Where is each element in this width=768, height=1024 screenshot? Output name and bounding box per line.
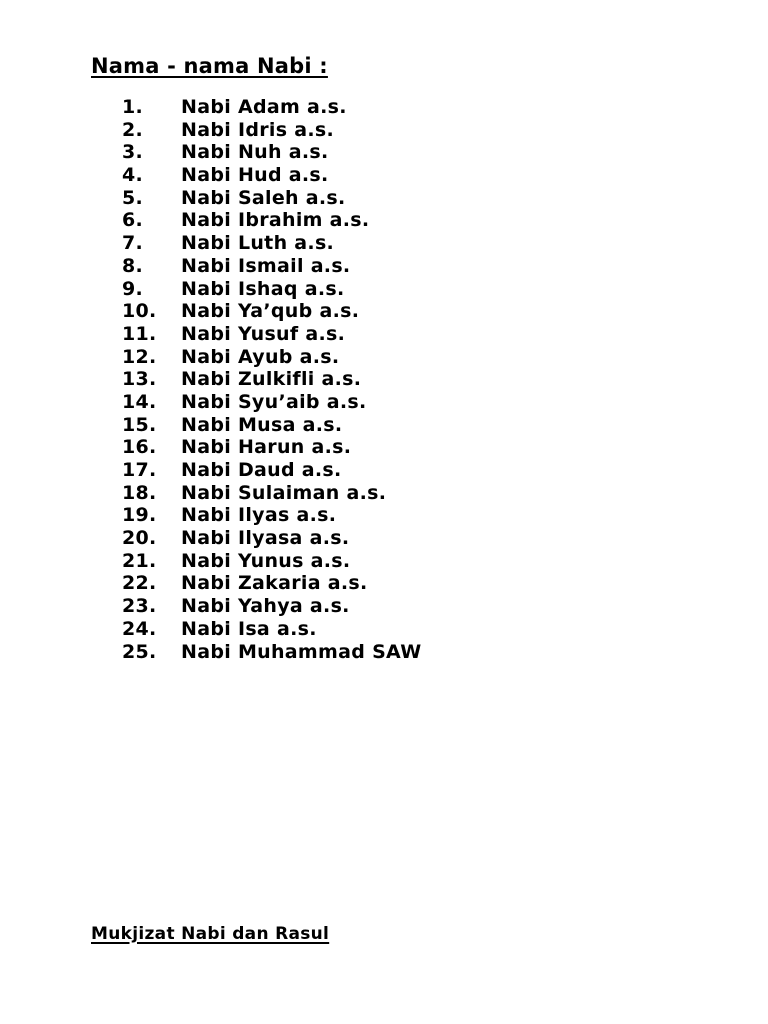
- list-item-name: Nabi Syu’aib a.s.: [181, 390, 367, 413]
- list-item-name: Nabi Saleh a.s.: [181, 186, 346, 209]
- list-item-name: Nabi Idris a.s.: [181, 118, 334, 141]
- list-item-number: 11.: [122, 322, 157, 345]
- list-item-name: Nabi Ya’qub a.s.: [181, 300, 360, 323]
- list-item-number: 21.: [122, 549, 157, 572]
- list-item-number: 19.: [122, 504, 157, 527]
- list-item-number: 2.: [122, 118, 144, 141]
- list-item-number: 20.: [122, 527, 157, 550]
- list-item-name: Nabi Daud a.s.: [181, 459, 342, 481]
- list-item-name: Nabi Ismail a.s.: [181, 254, 351, 277]
- list-item-name: Nabi Zulkifli a.s.: [181, 368, 362, 391]
- list-item-number: 22.: [122, 572, 157, 595]
- list-item-name: Nabi Luth a.s.: [181, 232, 335, 255]
- list-item-number: 12.: [122, 345, 157, 368]
- list-item-number: 25.: [122, 640, 157, 663]
- list-item-name: Nabi Ayub a.s.: [181, 345, 340, 368]
- list-item-name: Nabi Muhammad SAW: [181, 640, 422, 663]
- list-item-number: 23.: [122, 595, 157, 618]
- list-item-name: Nabi Ilyasa a.s.: [181, 527, 350, 550]
- list-item-name: Nabi Musa a.s.: [181, 413, 343, 436]
- list-item-name: Nabi Ishaq a.s.: [181, 277, 345, 300]
- list-item-number: 14.: [122, 390, 157, 413]
- list-item-name: Nabi Yusuf a.s.: [181, 322, 346, 345]
- list-item-number: 15.: [122, 413, 157, 436]
- list-item-number: 17.: [122, 459, 157, 481]
- list-item-name: Nabi Hud a.s.: [181, 164, 329, 187]
- list-item-name: Nabi Ilyas a.s.: [181, 504, 337, 527]
- page-title: Nama - nama Nabi :: [91, 54, 328, 78]
- list-item-number: 18.: [122, 481, 157, 504]
- list-item-number: 16.: [122, 436, 157, 459]
- list-item-name: Nabi Isa a.s.: [181, 617, 317, 640]
- list-item-name: Nabi Yunus a.s.: [181, 549, 351, 572]
- list-item-number: 10.: [122, 300, 157, 323]
- list-item-number: 5.: [122, 186, 144, 209]
- list-item-number: 7.: [122, 232, 144, 255]
- list-item-name: Nabi Harun a.s.: [181, 436, 352, 459]
- list-item-number: 8.: [122, 254, 144, 277]
- list-item-number: 1.: [122, 96, 144, 118]
- list-item-number: 3.: [122, 141, 144, 164]
- list-item-number: 4.: [122, 164, 144, 187]
- list-item-number: 24.: [122, 617, 157, 640]
- list-item-name: Nabi Nuh a.s.: [181, 141, 329, 164]
- list-item-name: Nabi Ibrahim a.s.: [181, 209, 370, 232]
- list-item-number: 6.: [122, 209, 144, 232]
- list-item-name: Nabi Adam a.s.: [181, 96, 347, 118]
- list-item-name: Nabi Yahya a.s.: [181, 595, 350, 618]
- section-heading: Mukjizat Nabi dan Rasul: [91, 924, 330, 944]
- list-item-name: Nabi Sulaiman a.s.: [181, 481, 387, 504]
- list-item-number: 13.: [122, 368, 157, 391]
- list-item-number: 9.: [122, 277, 144, 300]
- list-item-name: Nabi Zakaria a.s.: [181, 572, 368, 595]
